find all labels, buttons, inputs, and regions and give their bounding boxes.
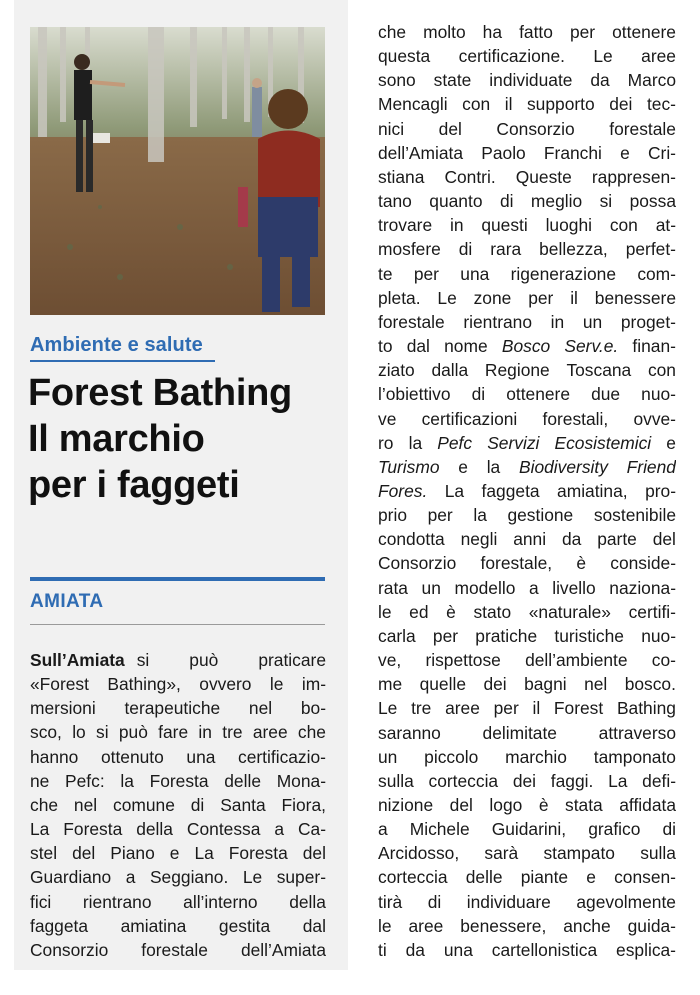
line-text: ve, rispettose dell’ambiente co- bbox=[378, 650, 676, 671]
text-line bbox=[378, 358, 676, 382]
line-text: forestale rientrano in un proget- bbox=[378, 311, 676, 332]
line-text: rata un modello a livello naziona- bbox=[378, 577, 676, 598]
text-line bbox=[378, 262, 676, 286]
line-text: te per una rigenerazione com- bbox=[378, 263, 676, 284]
text-line bbox=[30, 865, 326, 889]
line-text: le ed è stato «naturale» certifi- bbox=[378, 601, 676, 622]
text-line bbox=[378, 721, 676, 745]
line-text: dell’Amiata Paolo Franchi e Cri- bbox=[378, 142, 676, 163]
line-text: sulla corteccia dei faggi. La defi- bbox=[378, 770, 676, 791]
line-text: nici del Consorzio forestale bbox=[378, 118, 676, 139]
line-text: ziato dalla Regione Toscana con bbox=[378, 360, 676, 381]
lead-word: Sull’Amiata bbox=[30, 650, 125, 670]
line-text: ve certificazioni forestali, ovve- bbox=[378, 408, 676, 429]
line-text: questa certificazione. Le aree bbox=[378, 46, 676, 67]
headline-line: Forest Bathing bbox=[28, 372, 292, 414]
line-text: fici rientrano all’interno della bbox=[30, 891, 326, 912]
text-line bbox=[30, 841, 326, 865]
text-line bbox=[378, 117, 676, 141]
kicker-underline bbox=[30, 360, 215, 362]
text-line bbox=[378, 44, 676, 68]
text-line bbox=[378, 334, 676, 358]
line-text: a Michele Guidarini, grafico di bbox=[378, 819, 676, 840]
line-text: Fores. La faggeta amiatina, pro- bbox=[378, 480, 676, 501]
line-text: Arcidosso, sarà stampato sulla bbox=[378, 843, 676, 864]
text-line bbox=[30, 793, 326, 817]
article-headline bbox=[28, 370, 338, 508]
line-text: le aree benessere, anche guida- bbox=[378, 915, 676, 936]
text-line bbox=[378, 431, 676, 455]
line-text: stel del Piano e La Foresta del bbox=[30, 843, 326, 864]
article-kicker: Ambiente e salute bbox=[30, 334, 203, 356]
text-line bbox=[378, 189, 676, 213]
text-line bbox=[378, 213, 676, 237]
line-text: faggeta amiatina gestita dal bbox=[30, 915, 326, 936]
text-line bbox=[378, 914, 676, 938]
text-line bbox=[378, 672, 676, 696]
page-crop-edge bbox=[14, 970, 676, 995]
text-line bbox=[378, 310, 676, 334]
text-line bbox=[30, 672, 326, 696]
text-line bbox=[30, 914, 326, 938]
text-line bbox=[378, 455, 676, 479]
text-line bbox=[378, 624, 676, 648]
article-photo bbox=[30, 27, 325, 315]
line-text: me quelle dei bagni nel bosco. bbox=[378, 674, 676, 695]
line-text: carla per pratiche turistiche nuo- bbox=[378, 625, 676, 646]
text-line bbox=[378, 696, 676, 720]
line-text: condotta negli anni da parte del bbox=[378, 529, 676, 550]
line-text: Consorzio forestale, è conside- bbox=[378, 553, 676, 574]
text-line bbox=[378, 793, 676, 817]
line-text: si può praticare bbox=[136, 650, 326, 670]
text-line bbox=[378, 407, 676, 431]
line-text: La Foresta della Contessa a Ca- bbox=[30, 819, 326, 840]
line-text: stiana Contri. Queste rappresen- bbox=[378, 166, 676, 187]
section-top-bar bbox=[30, 577, 325, 581]
text-line bbox=[378, 841, 676, 865]
text-line bbox=[378, 817, 676, 841]
text-line bbox=[378, 382, 676, 406]
line-text: to dal nome Bosco Serv.e. finan- bbox=[378, 336, 676, 357]
text-line bbox=[378, 503, 676, 527]
text-line bbox=[378, 92, 676, 116]
line-text: «Forest Bathing», ovvero le im- bbox=[30, 674, 326, 695]
line-text: ro la Pefc Servizi Ecosistemici e bbox=[378, 432, 676, 453]
section-label: AMIATA bbox=[30, 591, 104, 612]
text-line bbox=[378, 237, 676, 261]
text-line bbox=[30, 720, 326, 744]
line-text: hanno ottenuto una certificazio- bbox=[30, 746, 326, 767]
body-column-left bbox=[30, 648, 326, 962]
text-line bbox=[30, 745, 326, 769]
line-text: tirà di individuare agevolmente bbox=[378, 891, 676, 912]
text-line bbox=[378, 68, 676, 92]
line-text: mosfere di rara bellezza, perfet- bbox=[378, 239, 676, 260]
text-line bbox=[378, 938, 676, 962]
line-text: tano quanto di meglio si possa bbox=[378, 191, 676, 212]
line-text: pleta. Le zone per il benessere bbox=[378, 287, 676, 308]
line-text: un piccolo marchio tamponato bbox=[378, 746, 676, 767]
text-line bbox=[378, 745, 676, 769]
line-text: Turismo e la Biodiversity Friend bbox=[378, 456, 676, 477]
line-text: corteccia delle piante e consen- bbox=[378, 867, 676, 888]
forest-photo-icon bbox=[30, 27, 325, 315]
text-line bbox=[30, 938, 326, 962]
line-text: Guardiano a Seggiano. Le super- bbox=[30, 867, 326, 888]
line-text: sono state individuate da Marco bbox=[378, 70, 676, 91]
line-text: ti da una cartellonistica esplica- bbox=[378, 939, 676, 960]
line-text: saranno delimitate attraverso bbox=[378, 722, 676, 743]
text-line bbox=[378, 576, 676, 600]
line-text: che nel comune di Santa Fiora, bbox=[30, 794, 326, 815]
line-text: mersioni terapeutiche nel bo- bbox=[30, 698, 326, 719]
line-text: l’obiettivo di ottenere due nuo- bbox=[378, 384, 676, 405]
text-line bbox=[378, 600, 676, 624]
text-line bbox=[30, 648, 326, 672]
text-line bbox=[378, 865, 676, 889]
text-line bbox=[378, 20, 676, 44]
line-text: prio per la gestione sostenibile bbox=[378, 505, 676, 526]
text-line bbox=[378, 165, 676, 189]
text-line bbox=[378, 769, 676, 793]
body-column-right bbox=[378, 20, 676, 962]
text-line bbox=[378, 890, 676, 914]
text-line bbox=[378, 551, 676, 575]
line-text: Consorzio forestale dell’Amiata bbox=[30, 939, 326, 960]
line-text: Le tre aree per il Forest Bathing bbox=[378, 698, 676, 719]
text-line bbox=[30, 696, 326, 720]
text-line bbox=[378, 527, 676, 551]
text-line bbox=[378, 648, 676, 672]
headline-line: per i faggeti bbox=[28, 464, 240, 506]
line-text: trovare in questi luoghi con at- bbox=[378, 215, 676, 236]
section-divider bbox=[30, 624, 325, 625]
text-line bbox=[378, 479, 676, 503]
line-text: ne Pefc: la Foresta delle Mona- bbox=[30, 770, 326, 791]
line-text: nizione del logo è stata affidata bbox=[378, 795, 676, 815]
line-text: Mencagli con il supporto dei tec- bbox=[378, 94, 676, 115]
text-line bbox=[30, 817, 326, 841]
text-line bbox=[30, 890, 326, 914]
text-line bbox=[30, 769, 326, 793]
text-line bbox=[378, 141, 676, 165]
line-text: che molto ha fatto per ottenere bbox=[378, 22, 676, 42]
line-text: sco, lo si può fare in tre aree che bbox=[30, 722, 326, 743]
text-line bbox=[378, 286, 676, 310]
headline-line: Il marchio bbox=[28, 418, 205, 460]
